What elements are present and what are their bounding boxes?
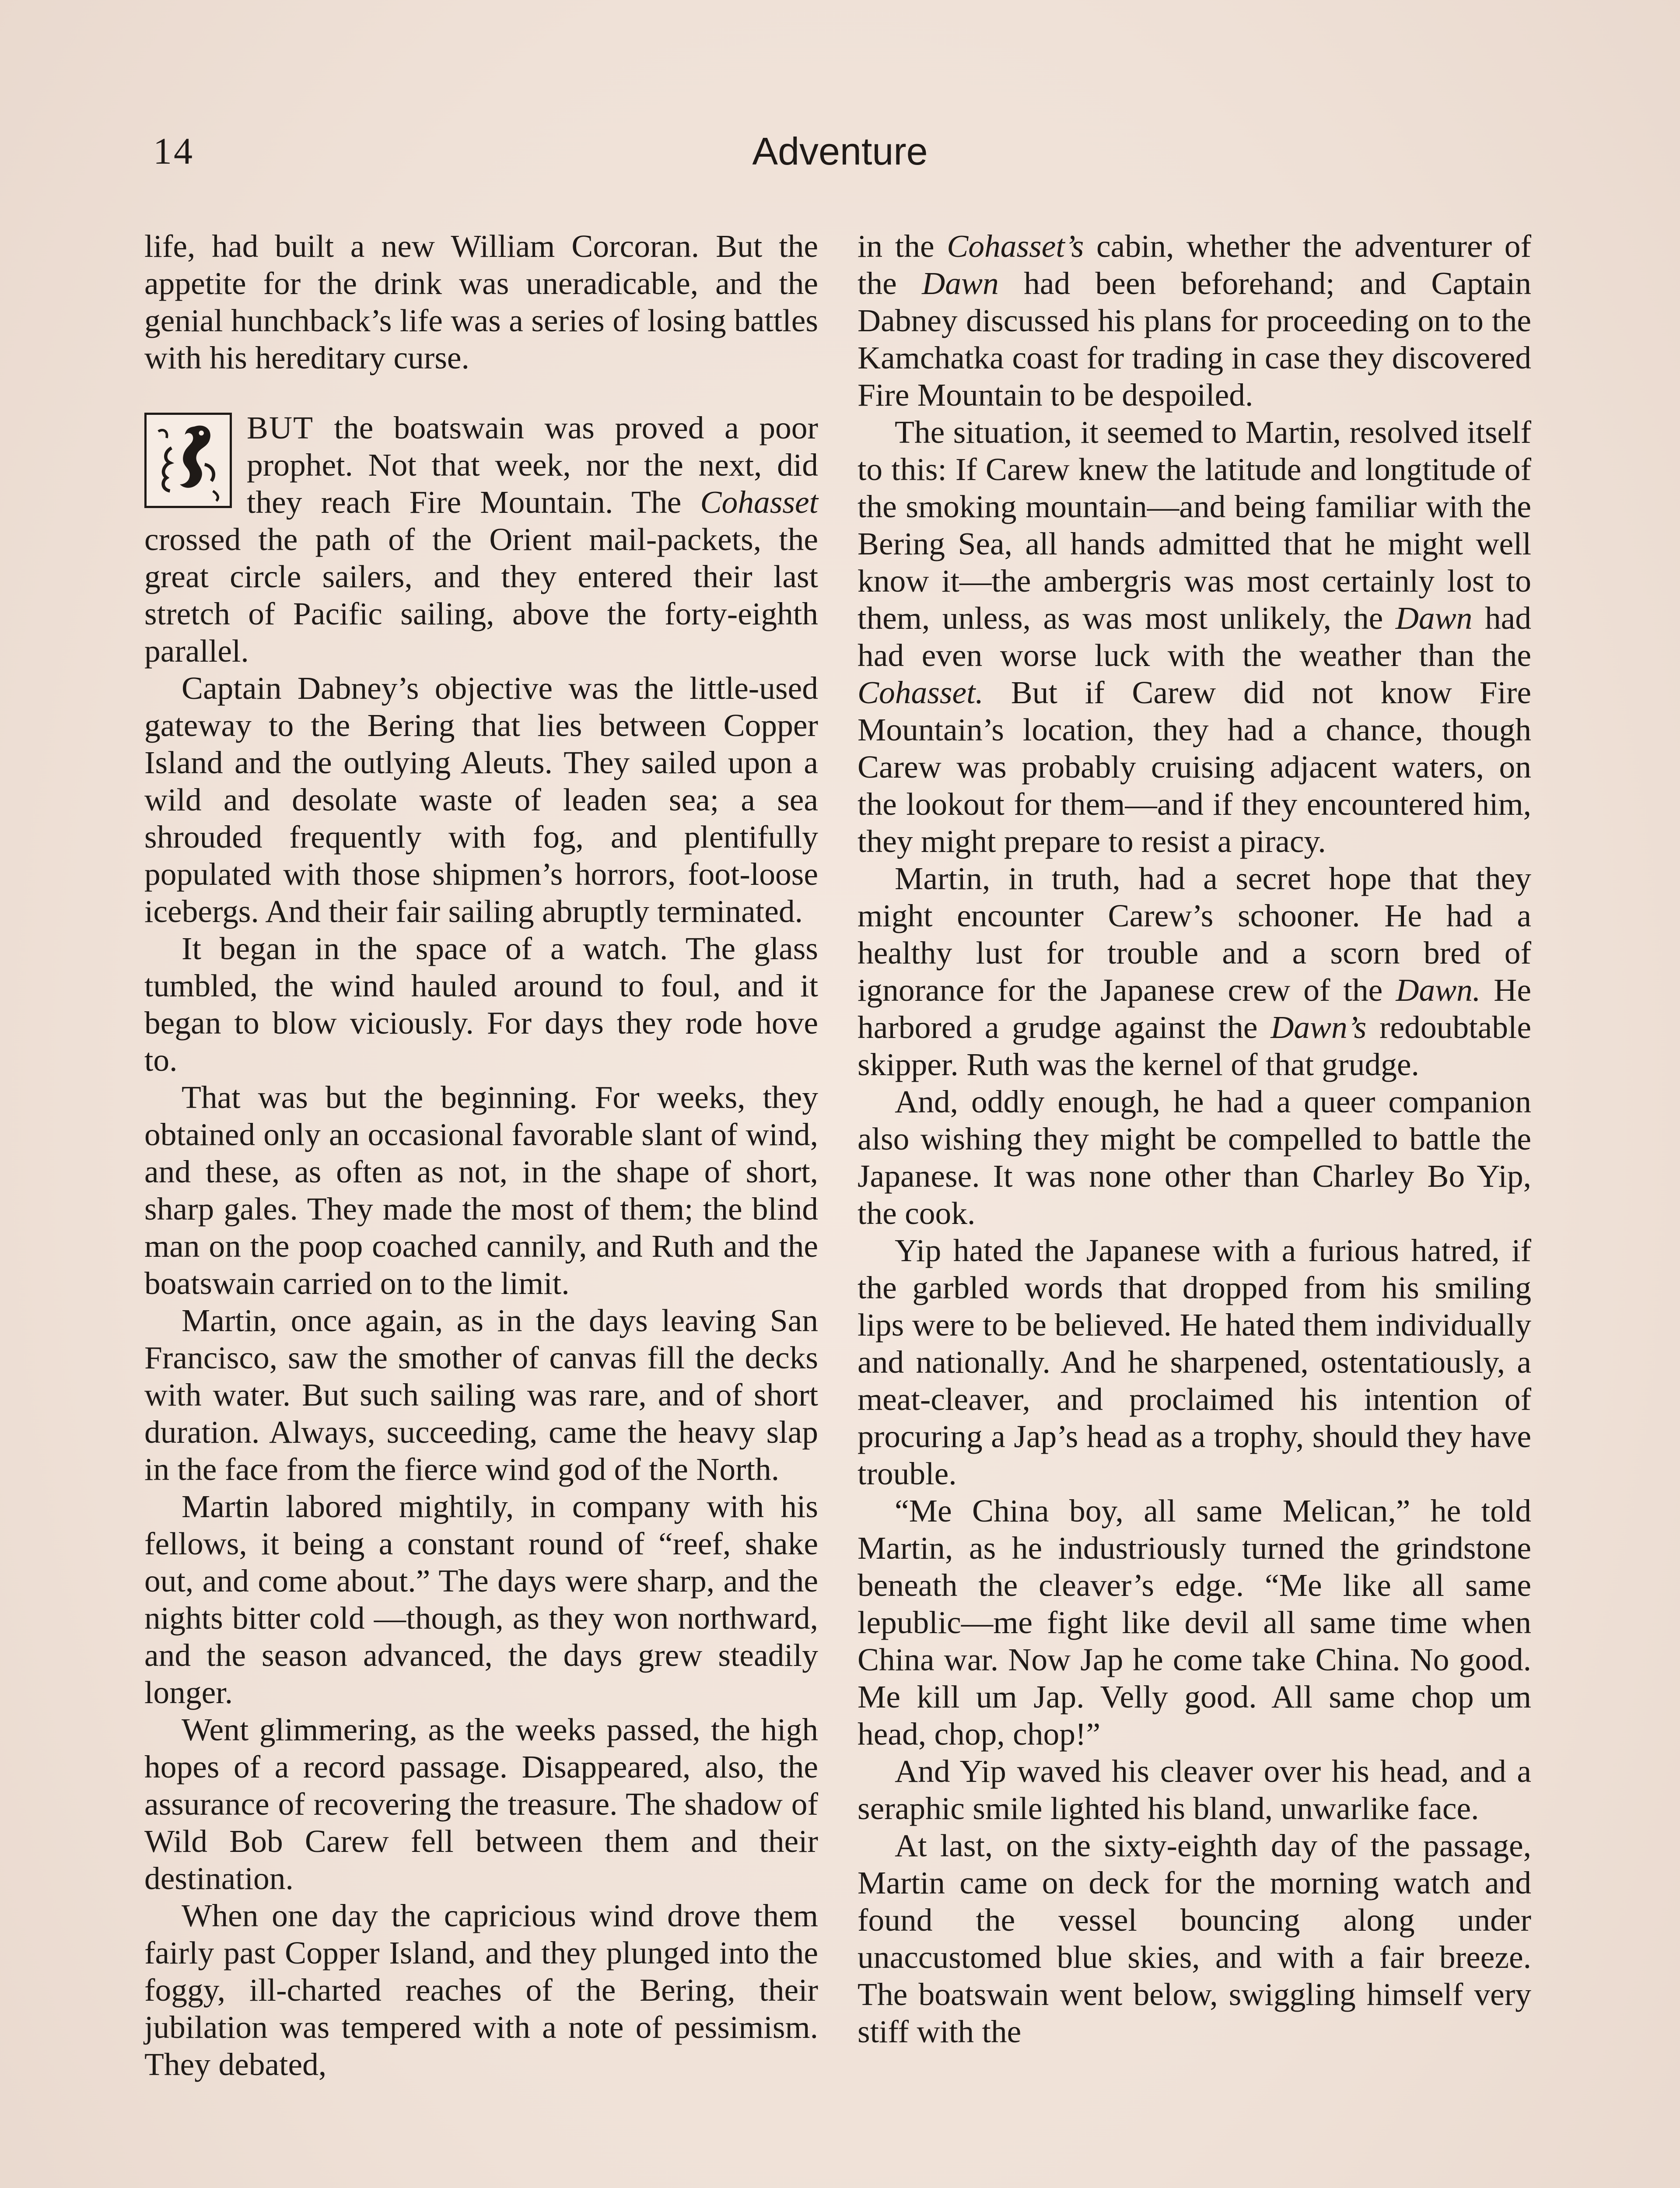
sea-horse-ornament-icon (144, 413, 232, 508)
text-run: redoubtable skipper. Ruth was the kernel of that grudge. (858, 1010, 1531, 1082)
paragraph: At last, on the sixty-eighth day of the passage, Martin came on deck for the morning watch and found the vessel bouncing along under unaccustomed blue skies, and with a fair breeze. The boatswain went below, swiggling himself very stiff with the (858, 1828, 1531, 2049)
text-run: The situation, it seemed to Martin, resolved itself to this: If Carew knew the latitude and longtitude of the smoking mountain—and being familiar with the Bering Sea, all hands admitted that he might well know it—the ambergris was most certainly lost to them, unless, as was most unlikely, the (858, 414, 1531, 636)
page-header (144, 129, 1536, 182)
ship-name: Dawn (1395, 600, 1473, 636)
ship-name: Cohasset. (858, 675, 984, 710)
text-run: cabin, whether the adventurer of the (858, 228, 1531, 301)
paragraph: It began in the space of a watch. The glass tumbled, the wind hauled around to foul, and it began to blow viciously. For days they rode hove to. (144, 931, 818, 1078)
paragraph: “Me China boy, all same Melican,” he told Martin, as he industriously turned the grindstone beneath the cleaver’s edge. “Me like all same lepublic—me fight like devil all same time when China war. Now Jap he come take China. No good. Me kill um Jap. Velly good. All same chop um head, chop, chop!” (858, 1493, 1531, 1752)
paragraph (858, 228, 1531, 414)
text-run: Martin, in truth, had a secret hope that they might encounter Carew’s schooner. He had a healthy lust for trouble and a scorn bred of ignorance for the Japanese crew of the (858, 861, 1531, 1008)
paragraph: When one day the capricious wind drove them fairly past Copper Island, and they plunged into the foggy, ill-charted reaches of the Bering, their jubilation was tempered with a note of pessimism. They debated, (144, 1898, 818, 2082)
paragraph: Martin labored mightily, in company with his fellows, it being a constant round of “reef, shake out, and come about.” The days were sharp, and the nights bitter cold —though, as they won northward, and the season advanced, the days grew steadily longer. (144, 1489, 818, 1710)
drop-word: BUT (247, 410, 314, 445)
page-number: 14 (153, 130, 194, 172)
paragraph: And, oddly enough, he had a queer companion also wishing they might be compelled to battle the Japanese. It was none other than Charley Bo Yip, the cook. (858, 1084, 1531, 1231)
ship-name: Dawn’s (1270, 1010, 1367, 1045)
paragraph: Captain Dabney’s objective was the little-used gateway to the Bering that lies between Copper Island and the outlying Aleuts. They sailed upon a wild and desolate waste of leaden sea; a sea shrouded frequently with fog, and plentifully populated with those shipmen’s horrors, foot-loose icebergs. And their fair sailing abruptly terminated. (144, 670, 818, 929)
text-run: had had even worse luck with the weather than the (858, 600, 1531, 673)
text-run: the boatswain was proved a poor prophet. Not that week, nor the next, did they reach Fire Mountain. The (247, 410, 818, 520)
text-run: crossed the path of the Orient mail-packets, the great circle sailers, and they entered their last stretch of Pacific sailing, above the forty-eighth parallel. (144, 522, 818, 669)
paragraph: Yip hated the Japanese with a furious hatred, if the garbled words that dropped from his smiling lips were to be believed. He hated them individually and nationally. And he sharpened, ostentatiously, a meat-cleaver, and proclaimed his intention of procuring a Jap’s head as a trophy, should they have trouble. (858, 1233, 1531, 1491)
paragraph (858, 860, 1531, 1083)
paragraph: Went glimmering, as the weeks passed, the high hopes of a record passage. Disappeared, also, the assurance of recovering the treasure. The shadow of Wild Bob Carew fell between them and their destination. (144, 1712, 818, 1896)
running-title: Adventure (752, 130, 928, 173)
text-run: had been beforehand; and Captain Dabney discussed his plans for proceeding on to the Kamchatka coast for trading in case they discovered Fire Mountain to be despoiled. (858, 266, 1532, 413)
ship-name: Dawn (922, 266, 999, 301)
paragraph (858, 414, 1531, 860)
paragraph: And Yip waved his cleaver over his head, and a seraphic smile lighted his bland, unwarlike face. (858, 1753, 1531, 1826)
text-run: in the (858, 228, 947, 264)
ship-name: Cohasset’s (947, 228, 1084, 264)
left-column (144, 228, 818, 2083)
paragraph-with-ornament (144, 409, 818, 670)
paragraph: Martin, once again, as in the days leaving San Francisco, saw the smother of canvas fill the decks with water. But such sailing was rare, and of short duration. Always, succeeding, came the heavy slap in the face from the fierce wind god of the North. (144, 1303, 818, 1487)
paragraph: That was but the beginning. For weeks, they obtained only an occasional favorable slant of wind, and these, as often as not, in the shape of short, sharp gales. They made the most of them; the blind man on the poop coached cannily, and Ruth and the boatswain carried on to the limit. (144, 1080, 818, 1301)
text-run: But if Carew did not know Fire Mountain’s location, they had a chance, though Carew was probably cruising adjacent waters, on the lookout for them—and if they encountered him, they might prepare to resist a piracy. (858, 675, 1531, 859)
ship-name: Cohasset (700, 484, 818, 520)
text-run: He harbored a grudge against the (858, 972, 1532, 1045)
paragraph: life, had built a new William Corcoran. But the appetite for the drink was uneradicable, and the genial hunchback’s life was a series of losing battles with his hereditary curse. (144, 228, 818, 375)
ship-name: Dawn. (1396, 972, 1481, 1008)
right-column (858, 228, 1531, 2050)
